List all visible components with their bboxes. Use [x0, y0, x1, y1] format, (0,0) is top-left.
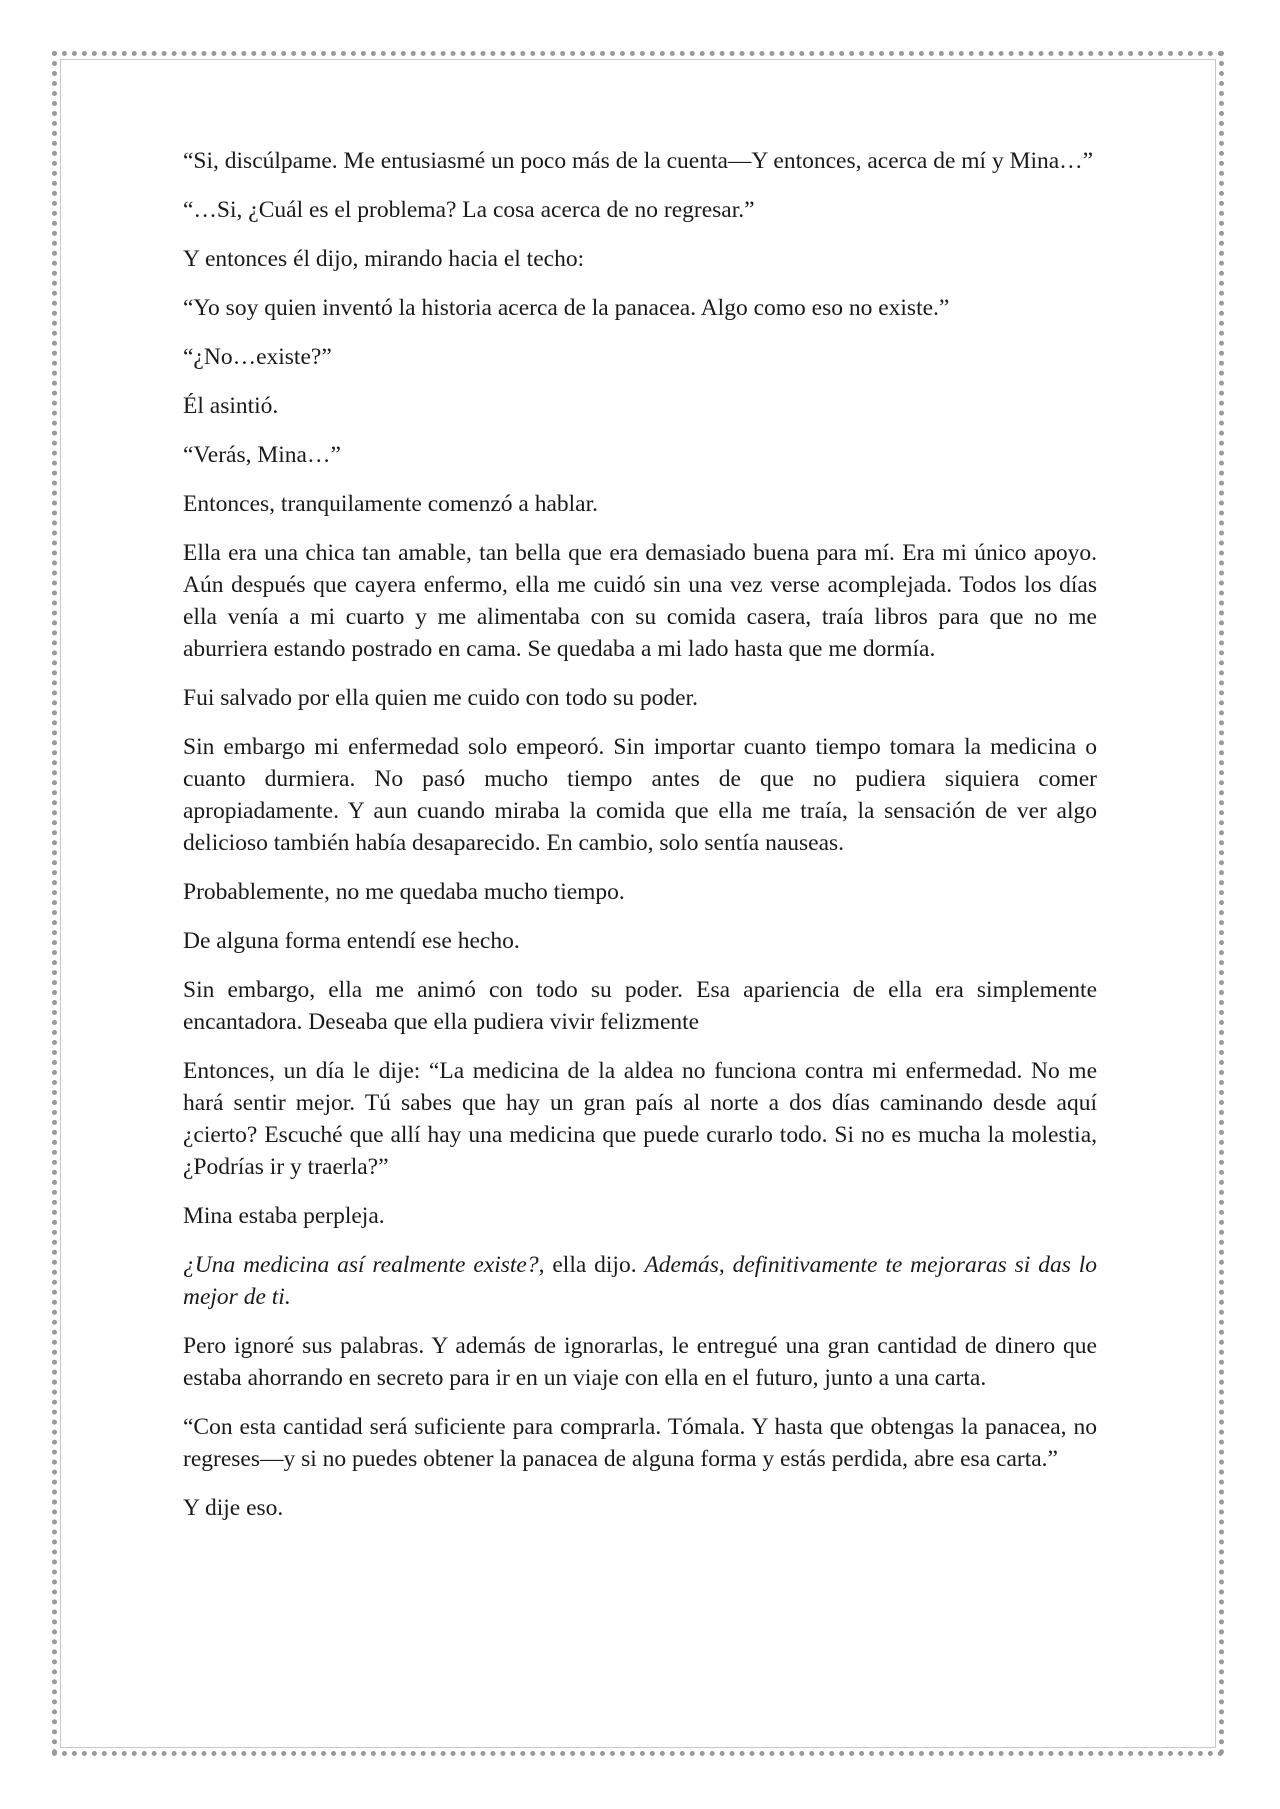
- paragraph: Ella era una chica tan amable, tan bella que era demasiado buena para mí. Era mi único apoyo. Aún después que cayera enfermo, ella me cuidó sin una vez verse acomplejada. Todos los días ella venía a mi cuarto y me alimentaba con su comida casera, traía libros para que no me aburriera estando postrado en cama. Se quedaba a mi lado hasta que me dormía.: [183, 540, 1097, 662]
- paragraph: Fui salvado por ella quien me cuido con todo su poder.: [183, 685, 698, 711]
- page-body: [183, 145, 1097, 1541]
- paragraph: Y entonces él dijo, mirando hacia el techo:: [183, 246, 585, 272]
- plain-text: , ella dijo.: [538, 1252, 645, 1278]
- paragraph: “Con esta cantidad será suficiente para comprarla. Tómala. Y hasta que obtengas la panacea, no regreses—y si no puedes obtener la panacea de alguna forma y estás perdida, abre esa carta.”: [183, 1414, 1097, 1472]
- paragraph: De alguna forma entendí ese hecho.: [183, 928, 520, 954]
- paragraph: “Si, discúlpame. Me entusiasmé un poco más de la cuenta—Y entonces, acerca de mí y Mina…”: [183, 148, 1094, 174]
- paragraph: Pero ignoré sus palabras. Y además de ignorarlas, le entregué una gran cantidad de dinero que estaba ahorrando en secreto para ir en un viaje con ella en el futuro, junto a una carta.: [183, 1333, 1097, 1391]
- paragraph: Probablemente, no me quedaba mucho tiempo.: [183, 879, 625, 905]
- italic-response: Además, definitivamente te mejoraras si das lo mejor de ti.: [183, 1252, 1097, 1310]
- paragraph: Sin embargo, ella me animó con todo su poder. Esa apariencia de ella era simplemente encantadora. Deseaba que ella pudiera vivir felizmente: [183, 977, 1097, 1035]
- paragraph: “Yo soy quien inventó la historia acerca de la panacea. Algo como eso no existe.”: [183, 295, 950, 321]
- paragraph: Él asintió.: [183, 393, 279, 419]
- paragraph-mixed-italic: [183, 1249, 1097, 1313]
- italic-question: ¿Una medicina así realmente existe?: [183, 1252, 539, 1278]
- paragraph: Mina estaba perpleja.: [183, 1203, 385, 1229]
- paragraph: Entonces, un día le dije: “La medicina de la aldea no funciona contra mi enfermedad. No me hará sentir mejor. Tú sabes que hay un gran país al norte a dos días caminando desde aquí ¿cierto? Escuché que allí hay una medicina que puede curarlo todo. Si no es mucha la molestia, ¿Podrías ir y traerla?”: [183, 1058, 1097, 1180]
- paragraph: Sin embargo mi enfermedad solo empeoró. Sin importar cuanto tiempo tomara la medicina o cuanto durmiera. No pasó mucho tiempo antes de que no pudiera siquiera comer apropiadamente. Y aun cuando miraba la comida que ella me traía, la sensación de ver algo delicioso también había desaparecido. En cambio, solo sentía nauseas.: [183, 734, 1097, 856]
- paragraph: Y dije eso.: [183, 1495, 284, 1521]
- paragraph: “…Si, ¿Cuál es el problema? La cosa acerca de no regresar.”: [183, 197, 755, 223]
- paragraph: Entonces, tranquilamente comenzó a hablar.: [183, 491, 599, 517]
- paragraph: “Verás, Mina…”: [183, 442, 341, 468]
- paragraph: “¿No…existe?”: [183, 344, 332, 370]
